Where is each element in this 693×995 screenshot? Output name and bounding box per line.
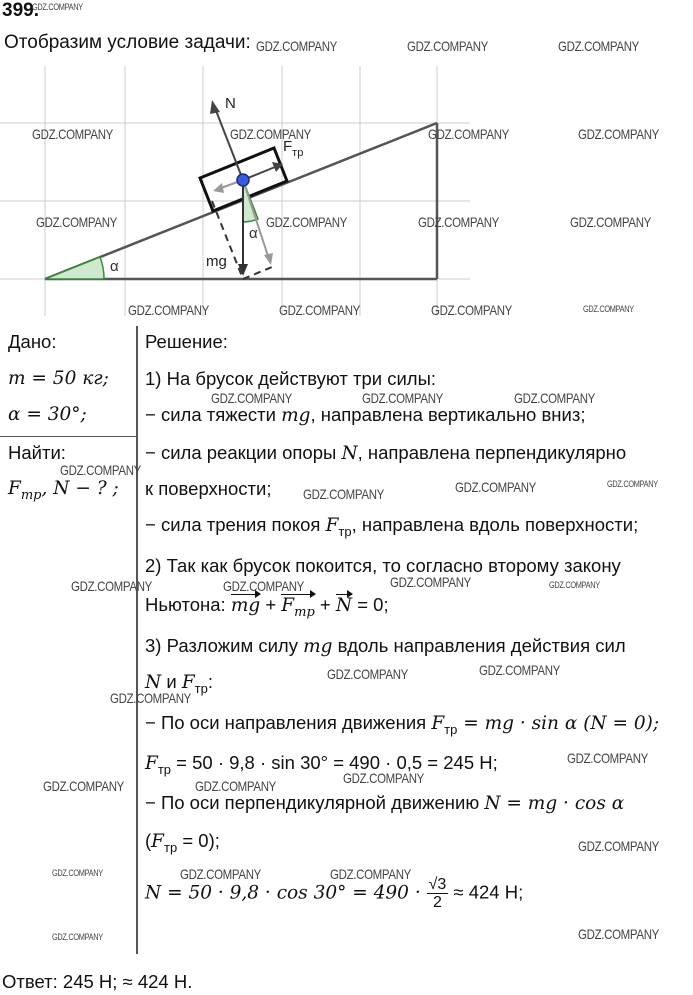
solution-line-8: 3) Разложим силу mg вдоль направления действия сил	[145, 635, 626, 657]
base-alpha-label: α	[110, 258, 119, 275]
find-values: $F_{тр}$, N − ? ;	[8, 478, 119, 503]
watermark: GDZ.COMPANY	[71, 578, 153, 594]
table-vertical-rule	[136, 326, 138, 954]
force-alpha-label: α	[249, 225, 258, 242]
watermark: GDZ.COMPANY	[110, 690, 192, 706]
solution-line-14: N = 50 · 9,8 · cos 30° = 490 · $\frac{√3}{2}$ ≈ 424 Н;	[145, 876, 524, 911]
watermark: GDZ.COMPANY	[578, 926, 660, 942]
solution-line-11: $F_{тр} = 50 \cdot 9,8 \cdot \sin 30^\circ = 490 \cdot 0,5 = 245$ Н;	[145, 752, 498, 777]
watermark: GDZ.COMPANY	[195, 778, 277, 794]
solution-line-9: N и $F_{тр}$:	[145, 671, 213, 696]
watermark: GDZ.COMPANY	[52, 868, 103, 878]
watermark: GDZ.COMPANY	[455, 479, 537, 495]
watermark: GDZ.COMPANY	[578, 126, 660, 142]
watermark: GDZ.COMPANY	[418, 214, 500, 230]
gravity-label: mg	[206, 253, 227, 270]
watermark: GDZ.COMPANY	[327, 666, 409, 682]
watermark: GDZ.COMPANY	[362, 390, 444, 406]
watermark: GDZ.COMPANY	[567, 750, 649, 766]
watermark: GDZ.COMPANY	[279, 302, 361, 318]
watermark: GDZ.COMPANY	[32, 126, 114, 142]
given-angle: α = 30°;	[8, 404, 87, 425]
watermark: GDZ.COMPANY	[330, 866, 412, 882]
answer-line: Ответ: 245 Н; ≈ 424 Н.	[2, 971, 193, 992]
solution-line-7: Ньютона: mg + $F_{тр} + N = 0$;	[145, 594, 389, 620]
solution-title: Решение:	[145, 331, 228, 352]
watermark: GDZ.COMPANY	[428, 126, 510, 142]
watermark: GDZ.COMPANY	[223, 578, 305, 594]
watermark: GDZ.COMPANY	[52, 932, 103, 942]
watermark: GDZ.COMPANY	[36, 214, 118, 230]
watermark: GDZ.COMPANY	[549, 580, 600, 590]
center-of-mass-dot	[237, 174, 249, 186]
solution-line-12: − По оси перпендикулярной движению N = mg · cos α	[145, 792, 625, 814]
watermark: GDZ.COMPANY	[578, 838, 660, 854]
watermark: GDZ.COMPANY	[180, 866, 262, 882]
solution-line-6: 2) Так как брусок покоится, то согласно второму закону	[145, 555, 621, 576]
watermark: GDZ.COMPANY	[390, 574, 472, 590]
watermark: GDZ.COMPANY	[431, 302, 513, 318]
watermark: GDZ.COMPANY	[32, 2, 83, 12]
base-angle-arc	[45, 257, 104, 279]
solution-line-4: к поверхности;	[145, 478, 272, 499]
watermark: GDZ.COMPANY	[266, 214, 348, 230]
solution-line-13: $(F_{тр} = 0)$;	[145, 830, 220, 855]
watermark: GDZ.COMPANY	[303, 486, 385, 502]
normal-force-label: N	[225, 95, 236, 112]
watermark: GDZ.COMPANY	[583, 304, 634, 314]
given-title: Дано:	[8, 331, 57, 352]
watermark: GDZ.COMPANY	[211, 390, 293, 406]
watermark: GDZ.COMPANY	[128, 302, 210, 318]
solution-line-3: − сила реакции опоры N, направлена перпендикулярно	[145, 442, 627, 464]
watermark: GDZ.COMPANY	[43, 778, 125, 794]
inclined-plane-diagram	[0, 66, 693, 318]
watermark: GDZ.COMPANY	[570, 214, 652, 230]
sqrt3-over-2-fraction: $\frac{√3}{2}$	[428, 876, 447, 911]
watermark: GDZ.COMPANY	[343, 770, 425, 786]
solution-line-5: − сила трения покоя $F_{тр}$, направлена вдоль поверхности;	[145, 514, 639, 539]
solution-line-10: − По оси направления движения $F_{тр}$ = mg · sin α (N = 0);	[145, 712, 660, 737]
problem-number: 399.	[2, 0, 39, 21]
watermark: GDZ.COMPANY	[479, 662, 561, 678]
solution-line-2: − сила тяжести mg, направлена вертикально вниз;	[145, 404, 586, 426]
watermark: GDZ.COMPANY	[230, 126, 312, 142]
intro-text: Отобразим условие задачи:	[4, 32, 251, 53]
watermark: GDZ.COMPANY	[407, 38, 489, 54]
find-title: Найти:	[8, 442, 66, 463]
solution-line-1: 1) На брусок действуют три силы:	[145, 368, 437, 389]
watermark: GDZ.COMPANY	[256, 38, 338, 54]
given-mass: m = 50 кг;	[8, 368, 109, 389]
watermark: GDZ.COMPANY	[514, 390, 596, 406]
watermark: GDZ.COMPANY	[558, 38, 640, 54]
friction-force-label: $F_{тр}$	[283, 138, 304, 159]
watermark: GDZ.COMPANY	[60, 462, 142, 478]
watermark: GDZ.COMPANY	[607, 479, 658, 489]
given-divider-rule	[0, 436, 137, 437]
